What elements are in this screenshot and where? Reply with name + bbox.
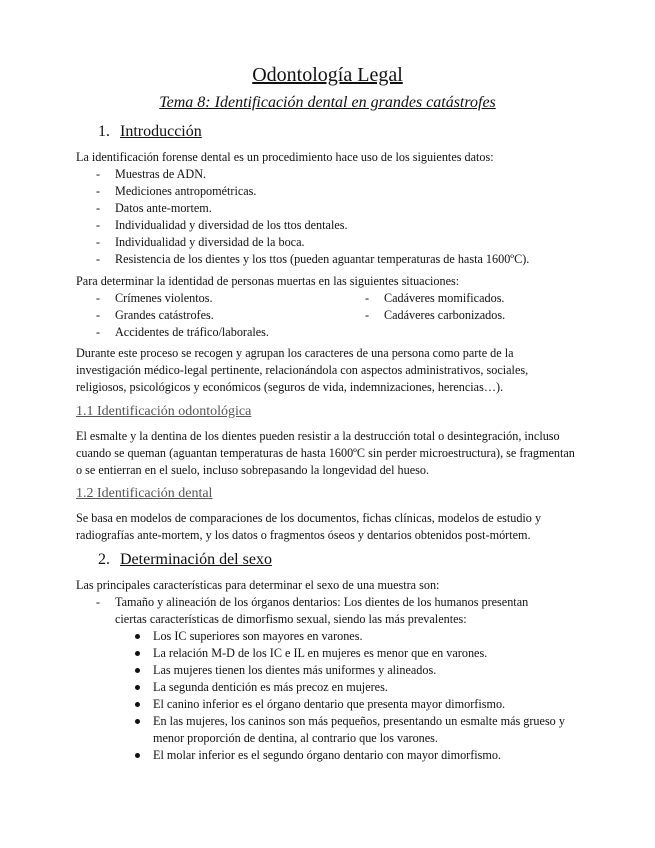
list-item: - Resistencia de los dientes y los ttos (pueden aguantar temperaturas de hasta 1600ºC). [96,251,529,268]
section-2-number: 2. [98,551,110,568]
subsection-1-1-heading: 1.1 Identificación odontológica [76,404,252,419]
section-2-intro: Las principales características para determinar el sexo de una muestra son: [76,578,440,592]
list-item-line-1: Tamaño y alineación de los órganos dentarios: Los dientes de los humanos presentan [115,595,529,609]
bullet-item: La relación M-D de los IC e IL en mujeres es menor que en varones. [134,645,579,662]
section-1-intro: La identificación forense dental es un procedimiento hace uso de los siguientes datos: [76,150,494,164]
list-item: - Datos ante-mortem. [96,200,529,217]
section-2-heading [98,550,272,570]
bullet-item: Las mujeres tienen los dientes más uniformes y alineados. [134,662,579,679]
document-subtitle: Tema 8: Identificación dental en grandes catástrofes [159,94,496,111]
list-item: - Cadáveres momificados. [365,290,505,307]
document-title: Odontología Legal [252,64,403,86]
list-item-line-2: ciertas características de dimorfismo sexual, siendo las más prevalentes: [115,612,467,626]
list-item: - Accidentes de tráfico/laborales. [96,324,269,341]
features-list [96,594,528,628]
subsection-1-2-text: Se basa en modelos de comparaciones de los documentos, fichas clínicas, modelos de estudio y radiografías ante-mortem, y los datos o fragmentos óseos y dentarios obtenidos post-mórtem. [76,511,542,542]
situations-list-left [96,290,269,341]
section-2-title: Determinación del sexo [120,551,272,568]
data-list [96,166,529,268]
subsection-1-2-heading: 1.2 Identificación dental [76,486,213,501]
bullet-item: Los IC superiores son mayores en varones. [134,628,579,645]
process-paragraph: Durante este proceso se recogen y agrupan los caracteres de una persona como parte de la investigación médico-legal pertinente, relacionándola con aspectos administrativos, sociales, religiosos, psicológicos y económicos (seguros de vida, indemnizaciones, herencias…). [76,346,529,394]
subsection-1-1-text: El esmalte y la dentina de los dientes pueden resistir a la destrucción total o desintegración, incluso cuando se queman (aguantan temperaturas de hasta 1600ºC sin perder microestructura), se fragmentan o se entierran en el suelo, incluso sobrepasando la longevidad del hueso. [76,429,575,477]
list-item: - Individualidad y diversidad de la boca. [96,234,529,251]
situations-intro: Para determinar la identidad de personas muertas en las siguientes situaciones: [76,274,460,288]
list-item: - Mediciones antropométricas. [96,183,529,200]
situations-list-right [365,290,505,324]
dimorphism-bullets [134,628,579,764]
list-item: - Cadáveres carbonizados. [365,307,505,324]
list-item: - Individualidad y diversidad de los ttos dentales. [96,217,529,234]
section-1-number: 1. [98,123,110,140]
bullet-item: En las mujeres, los caninos son más pequeños, presentando un esmalte más grueso y menor proporción de dentina, al contrario que los varones. [134,713,579,747]
section-1-heading [98,122,202,142]
bullet-item: El canino inferior es el órgano dentario que presenta mayor dimorfismo. [134,696,579,713]
bullet-item: El molar inferior es el segundo órgano dentario con mayor dimorfismo. [134,747,579,764]
section-1-title: Introducción [120,123,202,140]
list-item-continuation [96,611,528,628]
bullet-item: La segunda dentición es más precoz en mujeres. [134,679,579,696]
list-item: - Muestras de ADN. [96,166,529,183]
list-item [96,594,528,611]
list-item: - Grandes catástrofes. [96,307,269,324]
list-item: - Crímenes violentos. [96,290,269,307]
